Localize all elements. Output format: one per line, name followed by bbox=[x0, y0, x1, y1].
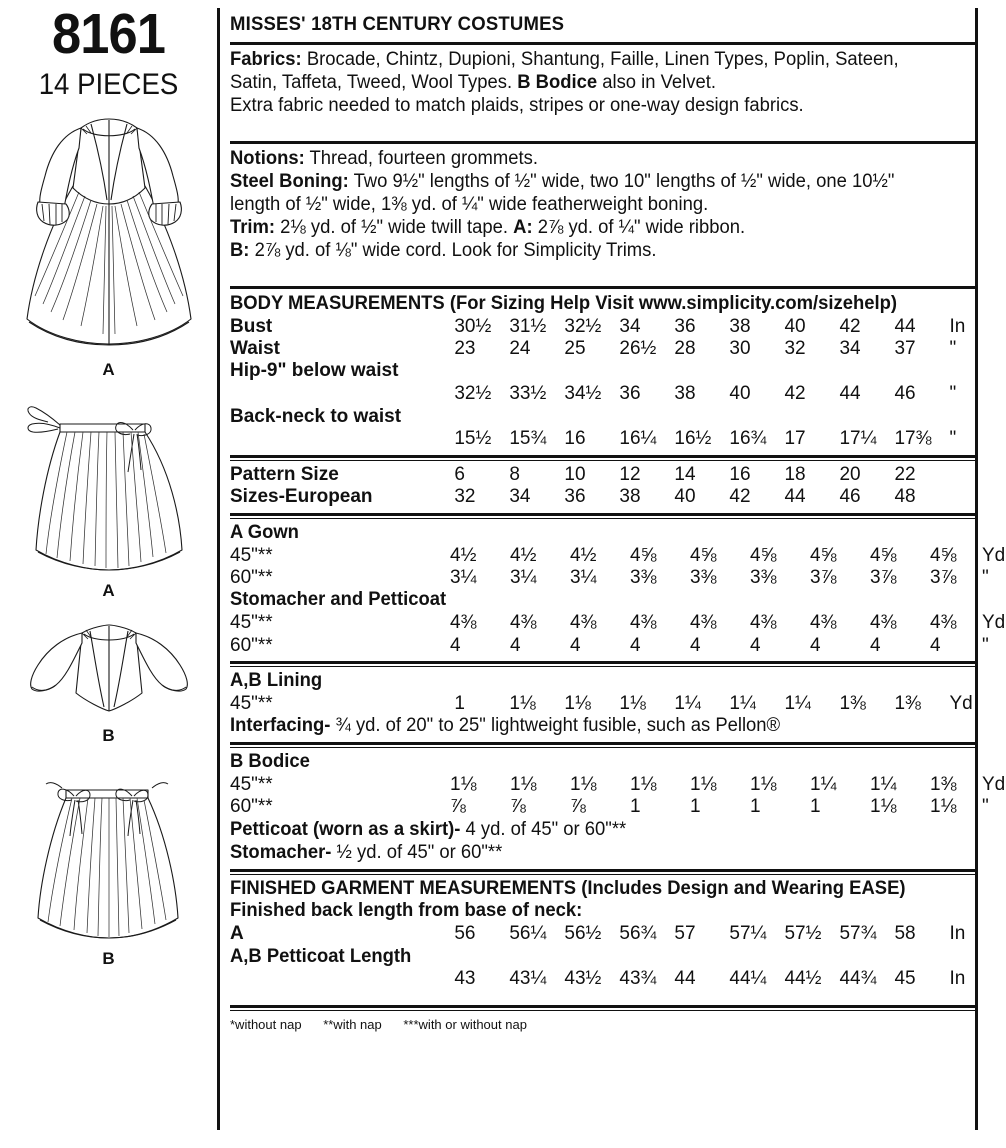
cell: 43½ bbox=[564, 968, 602, 990]
cell: 24 bbox=[509, 338, 531, 360]
table-row bbox=[230, 567, 1006, 589]
cell: 34 bbox=[839, 338, 861, 360]
trim-b-label: B: bbox=[230, 239, 250, 261]
backneck-label: Back-neck to waist bbox=[230, 405, 402, 427]
cell: 3⅜ bbox=[630, 566, 657, 588]
view-a-petticoat-label: A bbox=[102, 581, 115, 600]
row-label-waist: Waist bbox=[230, 338, 280, 360]
cell: 3¼ bbox=[510, 566, 537, 588]
cell: 4⅜ bbox=[450, 612, 477, 634]
ab-lining-heading: A,B Lining bbox=[230, 669, 323, 691]
cell: 23 bbox=[454, 338, 476, 360]
page-title: MISSES' 18TH CENTURY COSTUMES bbox=[230, 13, 565, 35]
cell: 34 bbox=[509, 486, 531, 508]
spacer-cell bbox=[230, 383, 454, 405]
cell: 45 bbox=[894, 968, 916, 990]
divider bbox=[230, 869, 975, 875]
view-a-gown bbox=[0, 114, 217, 380]
cell: 4⅜ bbox=[930, 612, 957, 634]
cell: 58 bbox=[894, 923, 916, 945]
cell: 42 bbox=[784, 383, 806, 405]
cell: 4⅝ bbox=[750, 544, 777, 566]
unit-cell: In bbox=[949, 315, 966, 337]
row-label: 45"** bbox=[230, 612, 273, 634]
backneck-values-table bbox=[230, 428, 975, 450]
notions-label: Notions: bbox=[230, 147, 305, 169]
trim-a-label: A: bbox=[513, 216, 533, 238]
ab-lining-table bbox=[230, 693, 975, 715]
b-bodice-heading: B Bodice bbox=[230, 751, 310, 773]
cell: 56 bbox=[454, 923, 476, 945]
cell: 36 bbox=[564, 486, 586, 508]
cell: 38 bbox=[619, 486, 641, 508]
view-b-skirt bbox=[0, 766, 217, 969]
table-row bbox=[230, 693, 975, 715]
finished-a-table bbox=[230, 923, 975, 945]
cell: 4 bbox=[510, 634, 521, 656]
fabrics-line1: Brocade, Chintz, Dupioni, Shantung, Faille, Linen Types, Poplin, Sateen, bbox=[301, 49, 899, 70]
interfacing-text: ¾ yd. of 20" to 25" lightweight fusible, such as Pellon® bbox=[330, 715, 781, 737]
trim-b-text: 2⅞ yd. of ⅛" wide cord. Look for Simplicity Trims. bbox=[249, 239, 657, 261]
cell: 57½ bbox=[784, 923, 822, 945]
cell: 10 bbox=[564, 463, 586, 485]
fabrics-line2a: Satin, Taffeta, Tweed, Wool Types. bbox=[230, 71, 518, 93]
sizes-european-label: Sizes-European bbox=[230, 486, 373, 508]
cell: 33½ bbox=[509, 383, 547, 405]
footnotes bbox=[230, 1017, 975, 1032]
cell: 17¼ bbox=[839, 428, 877, 450]
table-row bbox=[230, 635, 1006, 657]
cell: 56¾ bbox=[619, 923, 657, 945]
cell: 12 bbox=[619, 463, 641, 485]
pattern-size-label: Pattern Size bbox=[230, 463, 339, 485]
cell: 1¼ bbox=[810, 773, 837, 795]
interfacing-label: Interfacing- bbox=[230, 715, 331, 737]
view-b-bodice bbox=[0, 619, 217, 746]
petticoat-skirt-text: 4 yd. of 45" or 60"** bbox=[460, 818, 627, 840]
unit-cell: " bbox=[982, 796, 989, 818]
cell: 44¼ bbox=[729, 968, 767, 990]
unit-cell bbox=[949, 486, 975, 508]
cell: 3⅞ bbox=[810, 566, 837, 588]
stomacher-petticoat-table bbox=[230, 612, 1006, 657]
cell: 1¼ bbox=[784, 692, 811, 714]
a-gown-heading: A Gown bbox=[230, 521, 299, 543]
cell: 1⅛ bbox=[564, 692, 591, 714]
unit-cell bbox=[949, 464, 975, 486]
divider bbox=[230, 141, 975, 144]
table-row bbox=[230, 464, 975, 486]
cell: 56¼ bbox=[509, 923, 547, 945]
cell: 4 bbox=[450, 634, 461, 656]
fabrics-line2c: also in Velvet. bbox=[597, 71, 716, 93]
boning-text-1: Two 9½" lengths of ½" wide, two 10" lengths of ½" wide, one 10½" bbox=[348, 170, 895, 192]
notions-text: Thread, fourteen grommets. bbox=[304, 147, 538, 169]
table-row bbox=[230, 923, 975, 945]
cell: 4 bbox=[750, 634, 761, 656]
cell: 34 bbox=[619, 315, 641, 337]
cell: 16¾ bbox=[729, 428, 767, 450]
cell: 1⅛ bbox=[690, 773, 717, 795]
cell: 1⅛ bbox=[630, 773, 657, 795]
cell: ⅞ bbox=[510, 796, 526, 818]
cell: 43¼ bbox=[509, 968, 547, 990]
unit-cell: " bbox=[982, 566, 989, 588]
fabrics-line2b: B Bodice bbox=[517, 71, 598, 93]
cell: 4⅜ bbox=[570, 612, 597, 634]
trim-a-text: 2⅞ yd. of ¼" wide ribbon. bbox=[532, 216, 746, 238]
cell: 1⅜ bbox=[930, 773, 957, 795]
cell: 44 bbox=[674, 968, 696, 990]
cell: 40 bbox=[674, 486, 696, 508]
body-measurements-table bbox=[230, 316, 975, 361]
a-gown-table bbox=[230, 545, 1006, 590]
unit-cell: Yd bbox=[949, 692, 973, 714]
cell: 48 bbox=[894, 486, 916, 508]
table-row bbox=[230, 612, 1006, 634]
cell: 4 bbox=[630, 634, 641, 656]
pattern-size-table bbox=[230, 464, 975, 509]
cell: 31½ bbox=[509, 315, 547, 337]
cell: 16¼ bbox=[619, 428, 657, 450]
cell: 57¼ bbox=[729, 923, 767, 945]
cell: 15½ bbox=[454, 428, 492, 450]
cell: 17 bbox=[784, 428, 806, 450]
divider bbox=[230, 661, 975, 667]
cell: 1¼ bbox=[674, 692, 701, 714]
hip-values-table bbox=[230, 383, 975, 405]
cell: 1⅛ bbox=[930, 796, 957, 818]
illustrations-column bbox=[0, 0, 217, 1148]
petticoat-skirt-line bbox=[230, 819, 953, 842]
cell: 38 bbox=[729, 315, 751, 337]
stomacher-line bbox=[230, 842, 953, 865]
cell: 3¼ bbox=[450, 566, 477, 588]
b-bodice-table bbox=[230, 774, 1006, 819]
cell: 36 bbox=[674, 315, 696, 337]
cell: 44¾ bbox=[839, 968, 877, 990]
fabrics-label: Fabrics: bbox=[230, 49, 302, 70]
cell: 44 bbox=[839, 383, 861, 405]
cell: 36 bbox=[619, 383, 641, 405]
cell: 1⅜ bbox=[839, 692, 866, 714]
cell: 57¾ bbox=[839, 923, 877, 945]
spacer bbox=[230, 118, 975, 138]
cell: 14 bbox=[674, 463, 696, 485]
cell: 3⅞ bbox=[930, 566, 957, 588]
cell: 4⅜ bbox=[690, 612, 717, 634]
petticoat-skirt-label: Petticoat (worn as a skirt)- bbox=[230, 818, 461, 840]
cell: 57 bbox=[674, 923, 696, 945]
interfacing-line bbox=[230, 715, 953, 738]
row-label-a: A bbox=[230, 923, 244, 945]
footnote-with-or-without-nap: ***with or without nap bbox=[403, 1016, 527, 1032]
cell: 4⅝ bbox=[870, 544, 897, 566]
unit-cell: In bbox=[949, 968, 966, 990]
cell: 1 bbox=[630, 796, 641, 818]
stomacher-label: Stomacher- bbox=[230, 841, 332, 863]
table-row bbox=[230, 774, 1006, 796]
cell: 3⅜ bbox=[750, 566, 777, 588]
cell: 42 bbox=[729, 486, 751, 508]
cell: 25 bbox=[564, 338, 586, 360]
finished-subheading: Finished back length from base of neck: bbox=[230, 900, 583, 922]
cell: 43 bbox=[454, 968, 476, 990]
cell: 3⅜ bbox=[690, 566, 717, 588]
unit-cell: " bbox=[949, 428, 957, 450]
cell: 1⅛ bbox=[570, 773, 597, 795]
row-label-bust: Bust bbox=[230, 315, 273, 337]
cell: 44 bbox=[784, 486, 806, 508]
cell: 3⅞ bbox=[870, 566, 897, 588]
cell: 4⅜ bbox=[870, 612, 897, 634]
view-b-bodice-label: B bbox=[102, 726, 115, 745]
cell: 44 bbox=[894, 315, 916, 337]
spacer bbox=[230, 263, 975, 283]
piece-count: 14 PIECES bbox=[38, 68, 179, 101]
divider bbox=[230, 286, 975, 289]
cell: 1 bbox=[810, 796, 821, 818]
cell: 32½ bbox=[564, 315, 602, 337]
table-row bbox=[230, 968, 975, 990]
cell: 26½ bbox=[619, 338, 657, 360]
cell: 42 bbox=[839, 315, 861, 337]
cell: 16 bbox=[564, 428, 586, 450]
row-label: 45"** bbox=[230, 773, 273, 795]
cell: 4⅜ bbox=[810, 612, 837, 634]
pattern-number: 8161 bbox=[52, 2, 165, 66]
cell: 38 bbox=[674, 383, 696, 405]
row-label: 60"** bbox=[230, 566, 273, 588]
row-label: 45"** bbox=[230, 544, 273, 566]
cell: 4 bbox=[870, 634, 881, 656]
cell: 1⅛ bbox=[870, 796, 897, 818]
gown-illustration bbox=[11, 114, 207, 359]
row-label: 60"** bbox=[230, 796, 273, 818]
cell: 4 bbox=[570, 634, 581, 656]
boning-text-2: length of ½" wide, 1⅜ yd. of ¼" wide featherweight boning. bbox=[230, 193, 709, 215]
notions-paragraph bbox=[230, 148, 953, 263]
divider bbox=[230, 1005, 975, 1011]
cell: 1¼ bbox=[729, 692, 756, 714]
cell: 30½ bbox=[454, 315, 492, 337]
unit-cell: " bbox=[949, 383, 957, 405]
cell: 1 bbox=[690, 796, 701, 818]
trim-text: 2⅛ yd. of ½" wide twill tape. bbox=[275, 216, 514, 238]
cell: 4½ bbox=[450, 544, 477, 566]
cell: 1 bbox=[750, 796, 761, 818]
finished-petticoat-table bbox=[230, 968, 975, 990]
view-b-skirt-label: B bbox=[102, 949, 115, 968]
cell: 16½ bbox=[674, 428, 712, 450]
skirt-illustration bbox=[20, 766, 198, 948]
footnote-without-nap: *without nap bbox=[230, 1016, 302, 1032]
cell: 37 bbox=[894, 338, 916, 360]
body-measurements-heading: BODY MEASUREMENTS (For Sizing Help Visit www.simplicity.com/sizehelp) bbox=[230, 292, 898, 314]
divider bbox=[230, 742, 975, 748]
spacer-cell bbox=[230, 428, 454, 450]
divider bbox=[230, 42, 975, 45]
table-row bbox=[230, 338, 975, 360]
table-row bbox=[230, 316, 975, 338]
cell: 1⅛ bbox=[450, 773, 477, 795]
unit-cell: Yd bbox=[982, 612, 1006, 634]
cell: 46 bbox=[894, 383, 916, 405]
cell: 4 bbox=[930, 634, 941, 656]
cell: ⅞ bbox=[570, 796, 586, 818]
unit-cell: " bbox=[949, 338, 957, 360]
vertical-divider-left bbox=[217, 8, 220, 1130]
table-row bbox=[230, 428, 975, 450]
fabrics-line3: Extra fabric needed to match plaids, stripes or one-way design fabrics. bbox=[230, 94, 804, 116]
finished-heading: FINISHED GARMENT MEASUREMENTS (Includes Design and Wearing EASE) bbox=[230, 877, 906, 899]
view-a-gown-label: A bbox=[102, 360, 115, 379]
cell: ⅞ bbox=[450, 796, 466, 818]
divider bbox=[230, 513, 975, 519]
cell: 32 bbox=[784, 338, 806, 360]
spacer-cell bbox=[230, 968, 454, 990]
cell: 44½ bbox=[784, 968, 822, 990]
cell: 22 bbox=[894, 463, 916, 485]
cell: 46 bbox=[839, 486, 861, 508]
cell: 4½ bbox=[510, 544, 537, 566]
table-row bbox=[230, 383, 975, 405]
cell: 28 bbox=[674, 338, 696, 360]
trim-label: Trim: bbox=[230, 216, 276, 238]
cell: 16 bbox=[729, 463, 751, 485]
cell: 1⅛ bbox=[750, 773, 777, 795]
cell: 1⅜ bbox=[894, 692, 921, 714]
cell: 40 bbox=[729, 383, 751, 405]
cell: 34½ bbox=[564, 383, 602, 405]
cell: 40 bbox=[784, 315, 806, 337]
cell: 1 bbox=[454, 692, 465, 714]
cell: 4⅝ bbox=[810, 544, 837, 566]
details-column bbox=[230, 0, 1006, 1148]
table-row bbox=[230, 545, 1006, 567]
cell: 4½ bbox=[570, 544, 597, 566]
cell: 32½ bbox=[454, 383, 492, 405]
cell: 4 bbox=[690, 634, 701, 656]
fabrics-paragraph bbox=[230, 49, 953, 118]
cell: 15¾ bbox=[509, 428, 547, 450]
stomacher-text: ½ yd. of 45" or 60"** bbox=[331, 841, 503, 863]
cell: 30 bbox=[729, 338, 751, 360]
cell: 1¼ bbox=[870, 773, 897, 795]
cell: 8 bbox=[509, 463, 520, 485]
footnote-with-nap: **with nap bbox=[323, 1016, 382, 1032]
cell: 4⅜ bbox=[750, 612, 777, 634]
finished-petticoat-label: A,B Petticoat Length bbox=[230, 945, 412, 967]
cell: 1⅛ bbox=[510, 773, 537, 795]
bodice-illustration bbox=[20, 619, 198, 725]
cell: 3¼ bbox=[570, 566, 597, 588]
cell: 17⅜ bbox=[894, 428, 932, 450]
unit-cell: In bbox=[949, 923, 966, 945]
unit-cell: Yd bbox=[982, 544, 1006, 566]
cell: 18 bbox=[784, 463, 806, 485]
cell: 43¾ bbox=[619, 968, 657, 990]
cell: 4⅜ bbox=[630, 612, 657, 634]
cell: 4⅝ bbox=[630, 544, 657, 566]
cell: 1⅛ bbox=[509, 692, 536, 714]
divider bbox=[230, 455, 975, 461]
unit-cell: " bbox=[982, 634, 989, 656]
boning-label: Steel Boning: bbox=[230, 170, 349, 192]
row-label: 45"** bbox=[230, 692, 273, 714]
cell: 56½ bbox=[564, 923, 602, 945]
cell: 1⅛ bbox=[619, 692, 646, 714]
stomacher-petticoat-heading: Stomacher and Petticoat bbox=[230, 589, 447, 611]
unit-cell: Yd bbox=[982, 773, 1006, 795]
table-row bbox=[230, 486, 975, 508]
cell: 4⅜ bbox=[510, 612, 537, 634]
petticoat-illustration bbox=[20, 398, 198, 580]
row-label: 60"** bbox=[230, 634, 273, 656]
hip-label: Hip-9" below waist bbox=[230, 360, 399, 382]
table-row bbox=[230, 796, 1006, 818]
cell: 6 bbox=[454, 463, 465, 485]
cell: 4⅝ bbox=[690, 544, 717, 566]
cell: 4⅝ bbox=[930, 544, 957, 566]
view-a-petticoat bbox=[0, 398, 217, 601]
cell: 4 bbox=[810, 634, 821, 656]
cell: 20 bbox=[839, 463, 861, 485]
cell: 32 bbox=[454, 486, 476, 508]
